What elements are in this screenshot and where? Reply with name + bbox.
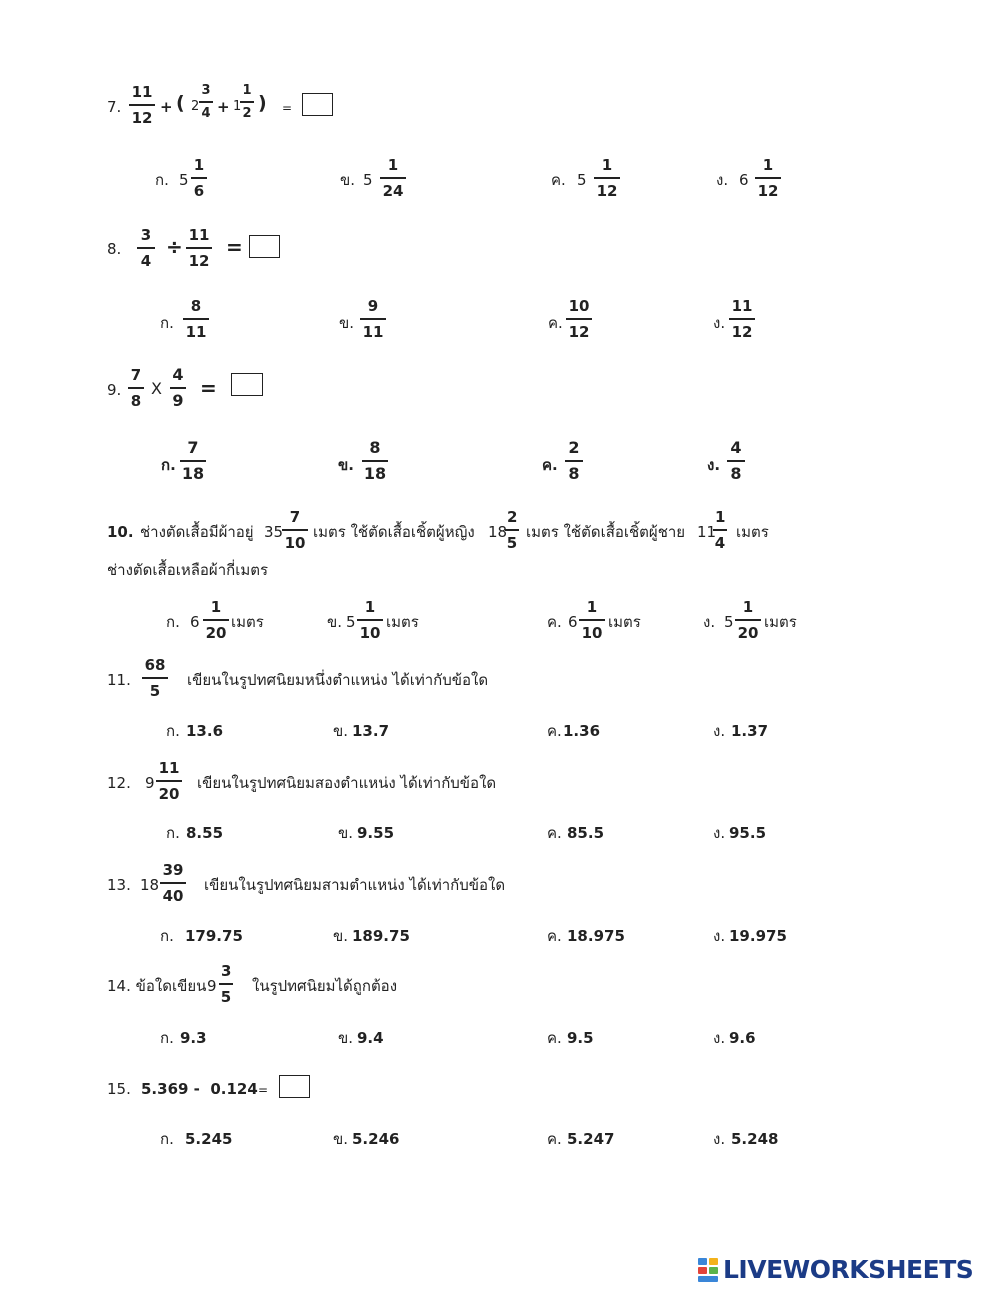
fraction: $\frac{7}{8}$: [128, 366, 144, 410]
mixed-whole: 1: [233, 99, 242, 114]
equals-sign: =: [200, 376, 217, 400]
option-label: ค.: [547, 824, 562, 842]
option-fraction[interactable]: $\frac{1}{12}$: [755, 156, 781, 200]
liveworksheets-wordmark: LIVEWORKSHEETS: [723, 1255, 974, 1284]
option-value[interactable]: 9.55: [357, 824, 395, 842]
option-value[interactable]: 5.247: [567, 1130, 615, 1148]
option-label: ง.: [716, 171, 729, 189]
option-whole: 5: [577, 171, 587, 189]
question-text: เขียนในรูปทศนิยมหนึ่งตำแหน่ง ได้เท่ากับข้อใด: [187, 671, 489, 689]
question-text: ในรูปทศนิยมได้ถูกต้อง: [252, 977, 398, 995]
plus-sign: +: [217, 98, 230, 116]
fraction: $\frac{3}{5}$: [220, 962, 232, 1006]
mixed-whole: 2: [191, 99, 200, 114]
question-text: ช่างตัดเสื้อมีผ้าอยู่: [140, 523, 254, 541]
divide-sign: ÷: [166, 235, 183, 259]
option-value[interactable]: 13.6: [186, 722, 224, 740]
option-value[interactable]: 9.4: [357, 1029, 384, 1047]
option-label: ค.: [542, 456, 558, 474]
mixed-whole: 11: [697, 523, 717, 541]
option-whole: 5: [724, 613, 734, 631]
option-fraction[interactable]: $\frac{4}{8}$: [727, 439, 745, 483]
option-label: ค.: [547, 613, 562, 631]
question-number: 9.: [107, 381, 122, 399]
question-number: 13.: [107, 876, 131, 894]
equals-sign: =: [258, 1083, 269, 1097]
question-text: เขียนในรูปทศนิยมสองตำแหน่ง ได้เท่ากับข้อใด: [197, 774, 497, 792]
option-fraction[interactable]: $\frac{7}{18}$: [181, 438, 205, 483]
option-value[interactable]: 9.3: [180, 1029, 207, 1047]
option-label: ก.: [160, 314, 174, 332]
option-label: ข.: [338, 1029, 354, 1047]
option-label: ก.: [160, 1029, 174, 1047]
question-number: 7.: [107, 98, 122, 116]
fraction: $\frac{11}{12}$: [129, 83, 155, 127]
fraction: $\frac{68}{5}$: [142, 656, 168, 700]
option-label: ข.: [338, 824, 354, 842]
option-value[interactable]: 1.37: [731, 722, 769, 740]
option-fraction[interactable]: $\frac{9}{11}$: [360, 297, 386, 341]
fraction: $\frac{7}{10}$: [282, 508, 308, 552]
question-text: เขียนในรูปทศนิยมสามตำแหน่ง ได้เท่ากับข้อใด: [204, 876, 506, 894]
expression: 5.369 - 0.124: [141, 1080, 258, 1098]
option-fraction[interactable]: $\frac{10}{12}$: [566, 297, 592, 341]
mixed-whole: 18: [488, 523, 508, 541]
option-fraction[interactable]: $\frac{2}{8}$: [565, 439, 583, 483]
option-fraction[interactable]: $\frac{11}{12}$: [729, 297, 755, 341]
close-paren: ): [258, 92, 267, 114]
option-label: ค.: [547, 722, 562, 740]
option-label: ข.: [338, 456, 354, 474]
question-number: 8.: [107, 240, 122, 258]
option-value[interactable]: 13.7: [352, 722, 390, 740]
question-number: 12.: [107, 774, 131, 792]
mixed-whole: 9: [207, 977, 217, 995]
option-whole: 6: [739, 171, 749, 189]
equals-sign: =: [226, 235, 243, 259]
option-fraction[interactable]: $\frac{8}{18}$: [363, 438, 387, 483]
option-label: ง.: [713, 927, 726, 945]
option-label: ก.: [166, 722, 180, 740]
option-fraction[interactable]: $\frac{8}{11}$: [183, 297, 209, 341]
answer-box[interactable]: [302, 93, 333, 116]
option-value[interactable]: 5.245: [185, 1130, 233, 1148]
question-text: เมตร ใช้ตัดเสื้อเชิ้ตผู้หญิง: [313, 523, 475, 541]
multiply-sign: X: [151, 379, 162, 398]
mixed-whole: 9: [145, 774, 155, 792]
liveworksheets-logo-icon: [698, 1258, 718, 1282]
option-value[interactable]: 8.55: [186, 824, 224, 842]
option-label: ข.: [340, 171, 356, 189]
option-unit: เมตร: [386, 613, 419, 631]
plus-sign: +: [160, 98, 173, 116]
option-whole: 5: [346, 613, 356, 631]
option-fraction[interactable]: $\frac{1}{10}$: [357, 598, 383, 642]
answer-box[interactable]: [279, 1075, 310, 1098]
option-fraction[interactable]: $\frac{1}{20}$: [203, 598, 229, 642]
option-value[interactable]: 1.36: [563, 722, 601, 740]
option-label: ก.: [166, 824, 180, 842]
option-label: ง.: [713, 1130, 726, 1148]
option-value[interactable]: 95.5: [729, 824, 767, 842]
option-label: ข.: [339, 314, 355, 332]
fraction: $\frac{1}{2}$: [240, 83, 254, 121]
option-label: ข.: [333, 1130, 349, 1148]
option-label: ค.: [547, 1029, 562, 1047]
fraction: $\frac{39}{40}$: [160, 861, 186, 905]
option-value[interactable]: 18.975: [567, 927, 625, 945]
mixed-whole: 35: [264, 523, 284, 541]
option-label: ค.: [551, 171, 566, 189]
option-label: ก.: [161, 456, 176, 474]
option-label: ก.: [166, 613, 180, 631]
option-value[interactable]: 5.248: [731, 1130, 779, 1148]
option-fraction[interactable]: $\frac{1}{20}$: [735, 598, 761, 642]
option-value[interactable]: 179.75: [185, 927, 243, 945]
option-unit: เมตร: [608, 613, 641, 631]
option-unit: เมตร: [231, 613, 264, 631]
option-whole: 6: [190, 613, 200, 631]
fraction: $\frac{2}{5}$: [506, 508, 518, 552]
option-fraction[interactable]: $\frac{1}{12}$: [594, 156, 620, 200]
option-value[interactable]: 9.6: [729, 1029, 756, 1047]
option-label: ง.: [713, 824, 726, 842]
fraction: $\frac{3}{4}$: [137, 226, 155, 270]
question-text: เมตร ใช้ตัดเสื้อเชิ้ตผู้ชาย: [526, 523, 686, 541]
question-text: 14. ข้อใดเขียน: [107, 977, 207, 995]
option-label: ง.: [713, 314, 726, 332]
option-value[interactable]: 189.75: [352, 927, 410, 945]
option-value[interactable]: 19.975: [729, 927, 787, 945]
option-label: ค.: [547, 927, 562, 945]
question-text-line2: ช่างตัดเสื้อเหลือผ้ากี่เมตร: [107, 561, 269, 579]
fraction: $\frac{1}{4}$: [714, 508, 726, 552]
option-whole: 5: [179, 171, 189, 189]
fraction: $\frac{11}{20}$: [156, 759, 182, 803]
option-label: ก.: [160, 1130, 174, 1148]
option-fraction[interactable]: $\frac{1}{24}$: [380, 156, 406, 200]
option-whole: 5: [363, 171, 373, 189]
option-value[interactable]: 9.5: [567, 1029, 594, 1047]
option-label: ค.: [548, 314, 563, 332]
option-label: ก.: [160, 927, 174, 945]
option-unit: เมตร: [764, 613, 797, 631]
question-number: 15.: [107, 1080, 131, 1098]
option-label: ข.: [333, 927, 349, 945]
option-value[interactable]: 85.5: [567, 824, 605, 842]
open-paren: (: [176, 92, 185, 114]
option-label: ก.: [155, 171, 169, 189]
option-label: ง.: [703, 613, 716, 631]
option-label: ง.: [707, 456, 721, 474]
option-label: ง.: [713, 1029, 726, 1047]
question-number: 11.: [107, 671, 131, 689]
fraction: $\frac{4}{9}$: [170, 366, 186, 410]
answer-box[interactable]: [231, 373, 263, 396]
option-label: ง.: [713, 722, 726, 740]
question-number: 10.: [107, 523, 134, 541]
option-fraction[interactable]: $\frac{1}{6}$: [191, 156, 207, 200]
mixed-whole: 18: [140, 876, 160, 894]
question-text: เมตร: [736, 523, 769, 541]
equals-sign: =: [282, 101, 293, 115]
option-label: ข.: [327, 613, 343, 631]
option-value[interactable]: 5.246: [352, 1130, 400, 1148]
answer-box[interactable]: [249, 235, 280, 258]
option-whole: 6: [568, 613, 578, 631]
fraction: $\frac{11}{12}$: [186, 226, 212, 270]
option-label: ค.: [547, 1130, 562, 1148]
option-label: ข.: [333, 722, 349, 740]
fraction: $\frac{3}{4}$: [199, 83, 213, 121]
option-fraction[interactable]: $\frac{1}{10}$: [579, 598, 605, 642]
